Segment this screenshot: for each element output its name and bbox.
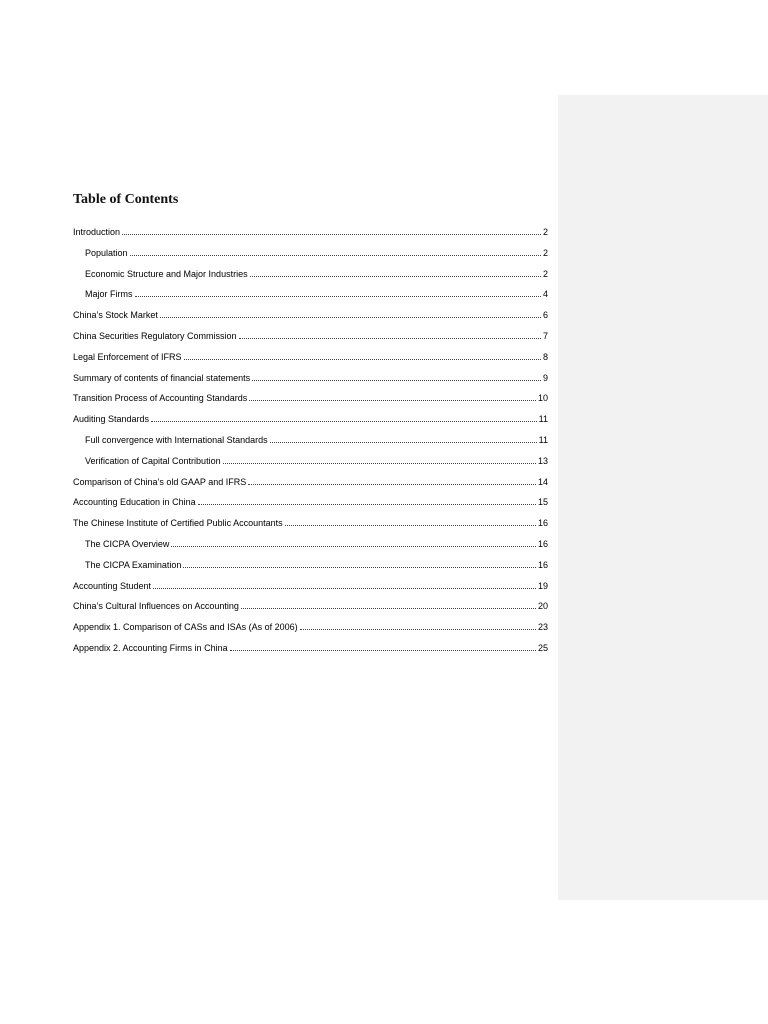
dot-leader [184,359,541,360]
toc-entry-summary[interactable] [73,368,548,389]
toc-entry-verification[interactable] [73,451,548,472]
toc-entry-label: Appendix 2. Accounting Firms in China [73,642,228,653]
dot-leader [223,463,536,464]
dot-leader [130,255,541,256]
toc-entry-label: Appendix 1. Comparison of CASs and ISAs (As of 2006) [73,622,298,633]
toc-entry-legal-enforcement[interactable] [73,347,548,368]
toc-entry-label: Comparison of China’s old GAAP and IFRS [73,476,247,487]
toc-entry-page-number: 2 [542,247,548,258]
dot-leader [151,421,537,422]
toc-entry-appendix-2[interactable] [73,638,548,659]
toc-entry-page-number: 20 [537,601,548,612]
dot-leader [248,484,536,485]
toc-entry-cicpa-institute[interactable] [73,513,548,534]
toc-entry-label: The Chinese Institute of Certified Public Accountants [73,518,283,529]
dot-leader [300,629,536,630]
toc-entry-full-convergence[interactable] [73,430,548,451]
toc-entry-page-number: 9 [542,372,548,383]
toc-entry-label: Accounting Education in China [73,497,196,508]
toc-entry-label: Population [85,247,128,258]
toc-entry-page-number: 23 [537,622,548,633]
toc-entry-transition-process[interactable] [73,388,548,409]
toc-entry-label: Summary of contents of financial statements [73,372,251,383]
dot-leader [153,588,536,589]
toc-entry-page-number: 13 [537,455,548,466]
toc-entry-label: China’s Cultural Influences on Accounting [73,601,239,612]
toc-entry-population[interactable] [73,243,548,264]
toc-entry-page-number: 15 [537,497,548,508]
dot-leader [122,234,541,235]
toc-entry-page-number: 6 [542,310,548,321]
toc-entry-label: The CICPA Examination [85,559,182,570]
dot-leader [171,546,536,547]
dot-leader [250,276,541,277]
toc-entry-label: Verification of Capital Contribution [85,455,221,466]
toc-entry-label: Full convergence with International Standards [85,434,268,445]
toc-entry-csrc[interactable] [73,326,548,347]
toc-title: Table of Contents [73,192,179,207]
dot-leader [183,567,536,568]
toc-entry-page-number: 16 [537,559,548,570]
toc-entry-page-number: 25 [537,642,548,653]
toc-entry-page-number: 11 [538,434,548,445]
comment-pane [558,95,768,900]
toc-entry-page-number: 16 [537,518,548,529]
toc-entry-label: Auditing Standards [73,414,150,425]
toc-entry-label: Transition Process of Accounting Standards [73,393,248,404]
toc-entry-page-number: 11 [538,414,548,425]
toc-entry-page-number: 10 [537,393,548,404]
dot-leader [239,338,541,339]
toc-entry-label: China’s Stock Market [73,310,158,321]
table-of-contents [73,222,548,659]
toc-entry-label: Major Firms [85,289,133,300]
toc-entry-page-number: 2 [542,268,548,279]
toc-entry-label: The CICPA Overview [85,538,170,549]
dot-leader [198,504,536,505]
dot-leader [285,525,536,526]
toc-entry-stock-market[interactable] [73,305,548,326]
toc-entry-cicpa-overview[interactable] [73,534,548,555]
toc-entry-label: Economic Structure and Major Industries [85,268,248,279]
dot-leader [230,650,536,651]
dot-leader [249,400,536,401]
toc-entry-label: China Securities Regulatory Commission [73,330,237,341]
toc-entry-appendix-1[interactable] [73,617,548,638]
dot-leader [160,317,541,318]
toc-entry-comparison[interactable] [73,472,548,493]
dot-leader [135,296,541,297]
toc-entry-cultural-influences[interactable] [73,596,548,617]
dot-leader [270,442,537,443]
toc-entry-page-number: 19 [537,580,548,591]
toc-entry-accounting-education[interactable] [73,492,548,513]
toc-entry-page-number: 2 [542,227,548,237]
toc-entry-page-number: 14 [537,476,548,487]
toc-entry-economic-structure[interactable] [73,264,548,285]
toc-entry-page-number: 16 [537,538,548,549]
dot-leader [252,380,541,381]
toc-entry-accounting-student[interactable] [73,576,548,597]
toc-entry-label: Accounting Student [73,580,152,591]
toc-entry-cicpa-examination[interactable] [73,555,548,576]
toc-entry-major-firms[interactable] [73,284,548,305]
toc-entry-label: Introduction [73,227,121,237]
toc-entry-auditing-standards[interactable] [73,409,548,430]
dot-leader [241,608,536,609]
toc-entry-introduction[interactable] [73,222,548,243]
toc-entry-page-number: 8 [542,351,548,362]
toc-entry-page-number: 7 [542,330,548,341]
toc-entry-page-number: 4 [542,289,548,300]
toc-entry-label: Legal Enforcement of IFRS [73,351,182,362]
